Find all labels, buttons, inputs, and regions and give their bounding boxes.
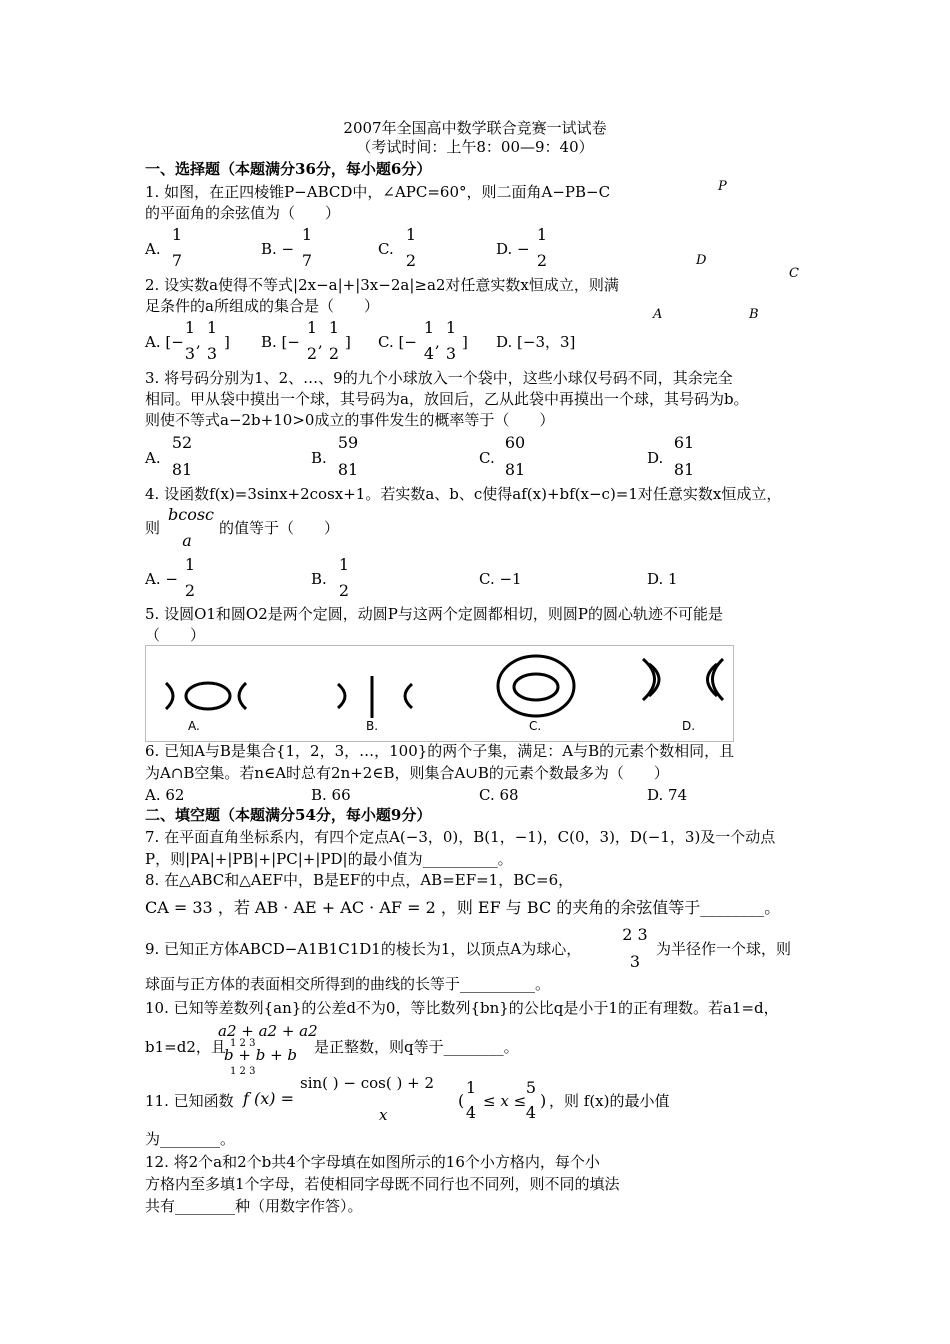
q4-post: 的值等于（ ）: [219, 519, 340, 537]
q12-line1: 12. 将2个a和2个b共4个字母填在如图所示的16个小方格内，每个小: [145, 1153, 600, 1171]
locus-c: [498, 656, 574, 716]
fig1-label-d: D: [696, 253, 707, 268]
q2-a-num1: 1: [184, 318, 196, 337]
q4-b-num: 1: [338, 555, 350, 574]
q11-post: ，则 f(x)的最小值: [549, 1092, 670, 1110]
q2-option-b: B. [−: [261, 333, 300, 351]
q3-line1: 3. 将号码分别为1、2、…、9的九个小球放入一个袋中，这些小球仅号码不同，其余完全: [145, 369, 733, 387]
q1-line2: 的平面角的余弦值为（ ）: [145, 204, 341, 222]
q2-a-den1: 3: [184, 344, 196, 363]
q2-option-c: C. [−: [378, 333, 417, 351]
q3-option-b: B.: [311, 449, 327, 467]
q3-option-a: A.: [145, 449, 161, 467]
page-title: 2007年全国高中数学联合竞赛一试试卷: [343, 119, 607, 137]
q11-paren-open: (: [458, 1091, 465, 1110]
q2-b-close: ]: [345, 333, 351, 351]
q3-d-num: 61: [673, 433, 695, 452]
q4-a-num: 1: [184, 555, 196, 574]
q1-line1: 1. 如图，在正四棱锥P−ABCD中，∠APC=60°，则二面角A−PB−C: [145, 183, 611, 201]
q11-fx: f (x) =: [243, 1089, 295, 1108]
q2-c-num2: 1: [445, 318, 457, 337]
q4-b-den: 2: [338, 581, 350, 600]
section-1-heading: 一、选择题（本题满分36分，每小题6分）: [145, 160, 432, 178]
fig1-label-b: B: [749, 307, 759, 322]
q4-line1: 4. 设函数f(x)=3sinx+2cosx+1。若实数a、b、c使得af(x)+bf(x−c)=1对任意实数x恒成立，: [145, 485, 782, 503]
q11-denominator: x: [379, 1106, 388, 1124]
q4-option-b: B.: [311, 570, 327, 588]
q11-numerator: sin( ) − cos( ) + 2: [300, 1074, 434, 1092]
q2-b-num1: 1: [306, 318, 318, 337]
q10-frac-sub-bot: 1 2 3: [230, 1066, 256, 1077]
q3-c-num: 60: [504, 433, 526, 452]
q11-pre: 11. 已知函数: [145, 1092, 234, 1110]
q2-line1: 2. 设实数a使得不等式|2x−a|+|3x−2a|≥a2对任意实数x恒成立，则满: [145, 276, 619, 294]
q5-line1: 5. 设圆O1和圆O2是两个定圆，动圆P与这两个定圆都相切，则圆P的圆心轨迹不可能是: [145, 605, 723, 623]
q2-b-den1: 2: [306, 344, 318, 363]
q1-b-den: 7: [301, 251, 313, 270]
q11-line2: 为________。: [145, 1130, 236, 1148]
fig1-label-a: A: [653, 307, 663, 322]
q4-frac-bot: a: [182, 531, 192, 550]
q2-c-sep: ,: [435, 333, 440, 351]
q10-frac-sub-top: 1 2 3: [230, 1038, 256, 1049]
q6-line1: 6. 已知A与B是集合{1，2，3，…，100}的两个子集，满足：A与B的元素个数相同，且: [145, 742, 735, 760]
q3-b-den: 81: [337, 460, 359, 479]
q5-label-a: A.: [188, 719, 200, 733]
q6-option-a: A. 62: [145, 786, 185, 804]
q2-line2: 足条件的a所组成的集合是（ ）: [145, 297, 379, 315]
q11-paren-close: ): [540, 1091, 547, 1110]
q3-b-num: 59: [337, 433, 359, 452]
q1-option-c: C.: [378, 240, 394, 258]
q1-a-den: 7: [171, 251, 183, 270]
q2-a-den2: 3: [206, 344, 218, 363]
q3-c-den: 81: [504, 460, 526, 479]
q2-b-num2: 1: [328, 318, 340, 337]
q10-frac-top: a2 + a2 + a2: [218, 1022, 318, 1040]
q5-locus-figures: [146, 646, 733, 741]
q2-a-close: ]: [224, 333, 230, 351]
q3-line2: 相同。甲从袋中摸出一个球，其号码为a，放回后，乙从此袋中再摸出一个球，其号码为b。: [145, 390, 749, 408]
q2-c-num1: 1: [423, 318, 435, 337]
q2-a-sep: ,: [196, 333, 201, 351]
locus-a: [166, 683, 246, 709]
q11-range-mid: ≤ x ≤: [483, 1092, 527, 1110]
locus-b: [338, 676, 412, 718]
q1-option-a: A.: [145, 240, 161, 258]
q4-pre: 则: [145, 519, 161, 537]
q9-line1b: 为半径作一个球，则: [656, 940, 792, 958]
q10-pre: b1=d2，且: [145, 1038, 226, 1056]
q4-option-c: C. −1: [479, 570, 522, 588]
q10-post: 是正整数，则q等于________。: [314, 1038, 519, 1056]
q9-frac-bot: 3: [629, 952, 641, 971]
q5-figure: [145, 645, 734, 742]
q4-option-a: A. −: [145, 570, 178, 588]
fig1-label-p: P: [718, 179, 727, 194]
q4-frac-top: bcosc: [167, 505, 214, 524]
q5-label-d: D.: [682, 719, 696, 733]
q5-label-c: C.: [529, 719, 542, 733]
q1-d-num: 1: [536, 225, 548, 244]
q11-range-num2: 5: [525, 1078, 537, 1097]
q8-line2: CA = 33 ，若 AB · AE + AC · AF = 2 ，则 EF 与 BC 的夹角的余弦值等于________。: [145, 898, 781, 917]
q2-c-close: ]: [462, 333, 468, 351]
q6-line2: 为A∩B空集。若n∈A时总有2n+2∈B，则集合A∪B的元素个数最多为（ ）: [145, 764, 669, 782]
q2-c-den2: 3: [445, 344, 457, 363]
q1-a-num: 1: [171, 225, 183, 244]
exam-time: （考试时间：上午8：00—9：40）: [356, 138, 594, 156]
q3-option-d: D.: [647, 449, 664, 467]
section-2-heading: 二、填空题（本题满分54分，每小题9分）: [145, 806, 432, 824]
q9-line1a: 9. 已知正方体ABCD−A1B1C1D1的棱长为1，以顶点A为球心，: [145, 940, 582, 958]
q2-b-sep: ,: [318, 333, 323, 351]
q3-d-den: 81: [673, 460, 695, 479]
q9-frac-top: 2 3: [622, 925, 648, 944]
q5-line2: （ ）: [145, 626, 206, 644]
q9-line2: 球面与正方体的表面相交所得到的曲线的长等于__________。: [145, 975, 551, 993]
q10-frac-bot: b + b + b: [224, 1046, 298, 1064]
q3-option-c: C.: [479, 449, 495, 467]
q2-c-den1: 4: [423, 344, 435, 363]
q1-c-num: 1: [405, 225, 417, 244]
q1-d-den: 2: [536, 251, 548, 270]
q8-line1: 8. 在△ABC和△AEF中，B是EF的中点，AB=EF=1，BC=6，: [145, 871, 574, 889]
q6-option-b: B. 66: [311, 786, 351, 804]
q1-option-d: D. −: [496, 240, 530, 258]
q7-line2: P，则|PA|+|PB|+|PC|+|PD|的最小值为__________。: [145, 850, 513, 868]
q12-line3: 共有________种（用数字作答）。: [145, 1197, 363, 1215]
q11-range-num1: 1: [465, 1078, 477, 1097]
q5-label-b: B.: [366, 719, 379, 733]
q1-b-num: 1: [301, 225, 313, 244]
q3-a-num: 52: [171, 433, 193, 452]
q2-b-den2: 2: [328, 344, 340, 363]
q4-option-d: D. 1: [647, 570, 678, 588]
q1-c-den: 2: [405, 251, 417, 270]
q11-range-den1: 4: [465, 1103, 477, 1122]
q4-a-den: 2: [184, 581, 196, 600]
q11-range-den2: 4: [525, 1103, 537, 1122]
q2-option-a: A. [−: [145, 333, 184, 351]
q3-line3: 则使不等式a−2b+10>0成立的事件发生的概率等于（ ）: [145, 411, 555, 429]
q2-a-num2: 1: [206, 318, 218, 337]
q7-line1: 7. 在平面直角坐标系内，有四个定点A(−3，0)，B(1，−1)，C(0，3)，D(−1，3)及一个动点: [145, 828, 776, 846]
q2-option-d: D. [−3，3]: [496, 333, 576, 351]
q3-a-den: 81: [171, 460, 193, 479]
q12-line2: 方格内至多填1个字母，若使相同字母既不同行也不同列，则不同的填法: [145, 1175, 620, 1193]
q1-option-b: B. −: [261, 240, 295, 258]
q6-option-d: D. 74: [647, 786, 688, 804]
q10-line1: 10. 已知等差数列{an}的公差d不为0，等比数列{bn}的公比q是小于1的正有理数。若a1=d，: [145, 999, 779, 1017]
fig1-label-c: C: [789, 266, 799, 281]
locus-d: [643, 659, 723, 700]
q6-option-c: C. 68: [479, 786, 519, 804]
